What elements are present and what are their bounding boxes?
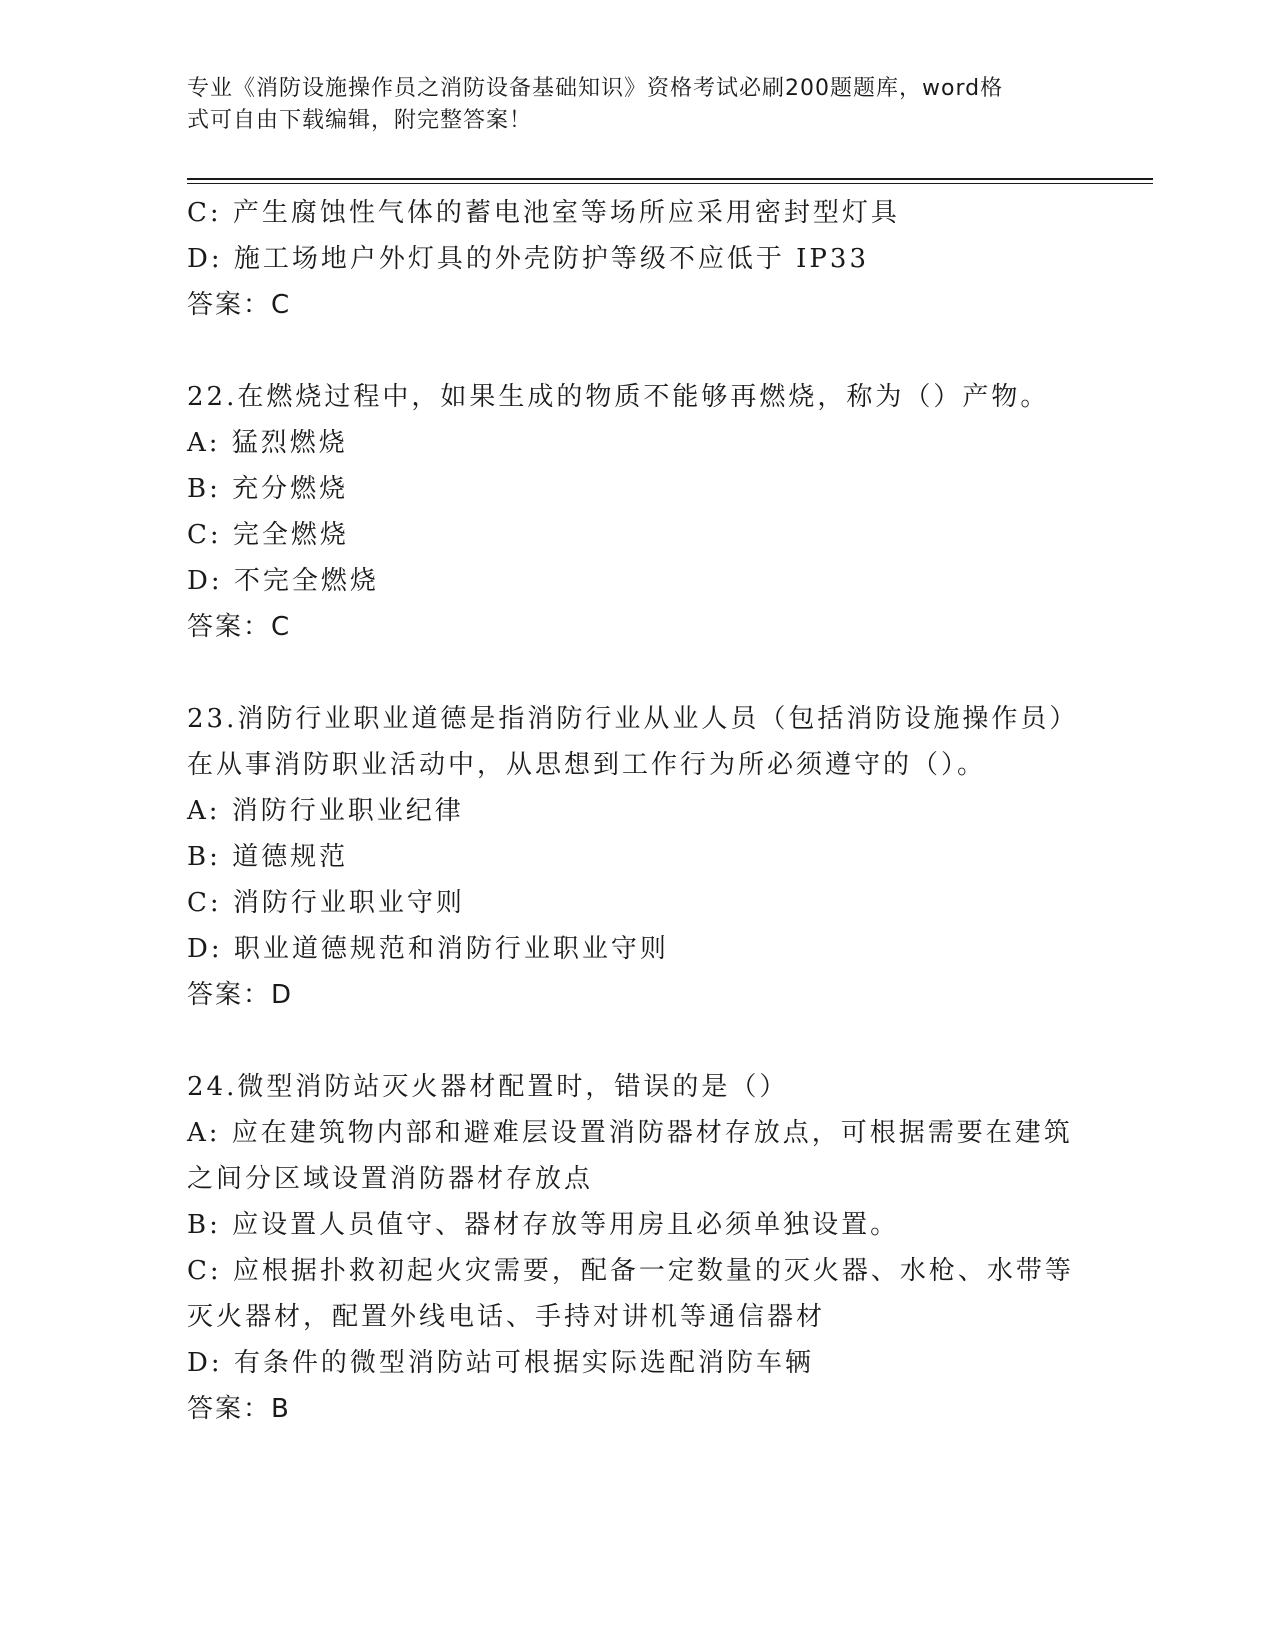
spacer — [187, 1018, 1087, 1064]
question-23 — [187, 696, 1087, 1018]
question-text: 24.微型消防站灭火器材配置时，错误的是（） — [187, 1072, 789, 1102]
header-line-1: 专业《消防设施操作员之消防设备基础知识》资格考试必刷200题题库，word格 — [187, 76, 1004, 101]
question-text: 22.在燃烧过程中，如果生成的物质不能够再燃烧，称为（）产物。 — [187, 382, 1050, 412]
spacer — [187, 328, 1087, 374]
answer: 答案：C — [187, 290, 292, 320]
option-b: B: 应设置人员值守、器材存放等用房且必须单独设置。 — [187, 1210, 900, 1240]
answer: 答案：D — [187, 980, 294, 1010]
question-21-tail — [187, 190, 1087, 328]
header-rule-thick — [187, 178, 1153, 180]
option-d: D: 不完全燃烧 — [187, 566, 379, 596]
option-a-line-2: 之间分区域设置消防器材存放点 — [187, 1164, 594, 1194]
spacer — [187, 650, 1087, 696]
option-c: C: 完全燃烧 — [187, 520, 349, 550]
option-d: D: 有条件的微型消防站可根据实际选配消防车辆 — [187, 1348, 814, 1378]
header-rule-thin — [187, 183, 1153, 184]
option-b: B: 道德规范 — [187, 842, 349, 872]
question-22 — [187, 374, 1087, 650]
question-list — [187, 190, 1087, 1432]
answer: 答案：B — [187, 1394, 291, 1424]
option-a: A: 猛烈燃烧 — [187, 428, 348, 458]
option-d: D: 职业道德规范和消防行业职业守则 — [187, 934, 669, 964]
option-c-line-2: 灭火器材，配置外线电话、手持对讲机等通信器材 — [187, 1302, 826, 1332]
option-b: B: 充分燃烧 — [187, 474, 349, 504]
header-line-2: 式可自由下载编辑，附完整答案！ — [187, 108, 533, 133]
document-header — [187, 73, 1067, 137]
option-a-line-1: A: 应在建筑物内部和避难层设置消防器材存放点，可根据需要在建筑 — [187, 1118, 1073, 1148]
option-c: C: 消防行业职业守则 — [187, 888, 465, 918]
question-24 — [187, 1064, 1087, 1432]
question-text-line-2: 在从事消防职业活动中，从思想到工作行为所必须遵守的（）。 — [187, 750, 987, 780]
option-d: D: 施工场地户外灯具的外壳防护等级不应低于 IP33 — [187, 244, 869, 274]
option-c: C: 产生腐蚀性气体的蓄电池室等场所应采用密封型灯具 — [187, 198, 900, 228]
option-c-line-1: C: 应根据扑救初起火灾需要，配备一定数量的灭火器、水枪、水带等 — [187, 1256, 1074, 1286]
option-a: A: 消防行业职业纪律 — [187, 796, 464, 826]
answer: 答案：C — [187, 612, 292, 642]
question-text-line-1: 23.消防行业职业道德是指消防行业从业人员（包括消防设施操作员） — [187, 704, 1079, 734]
